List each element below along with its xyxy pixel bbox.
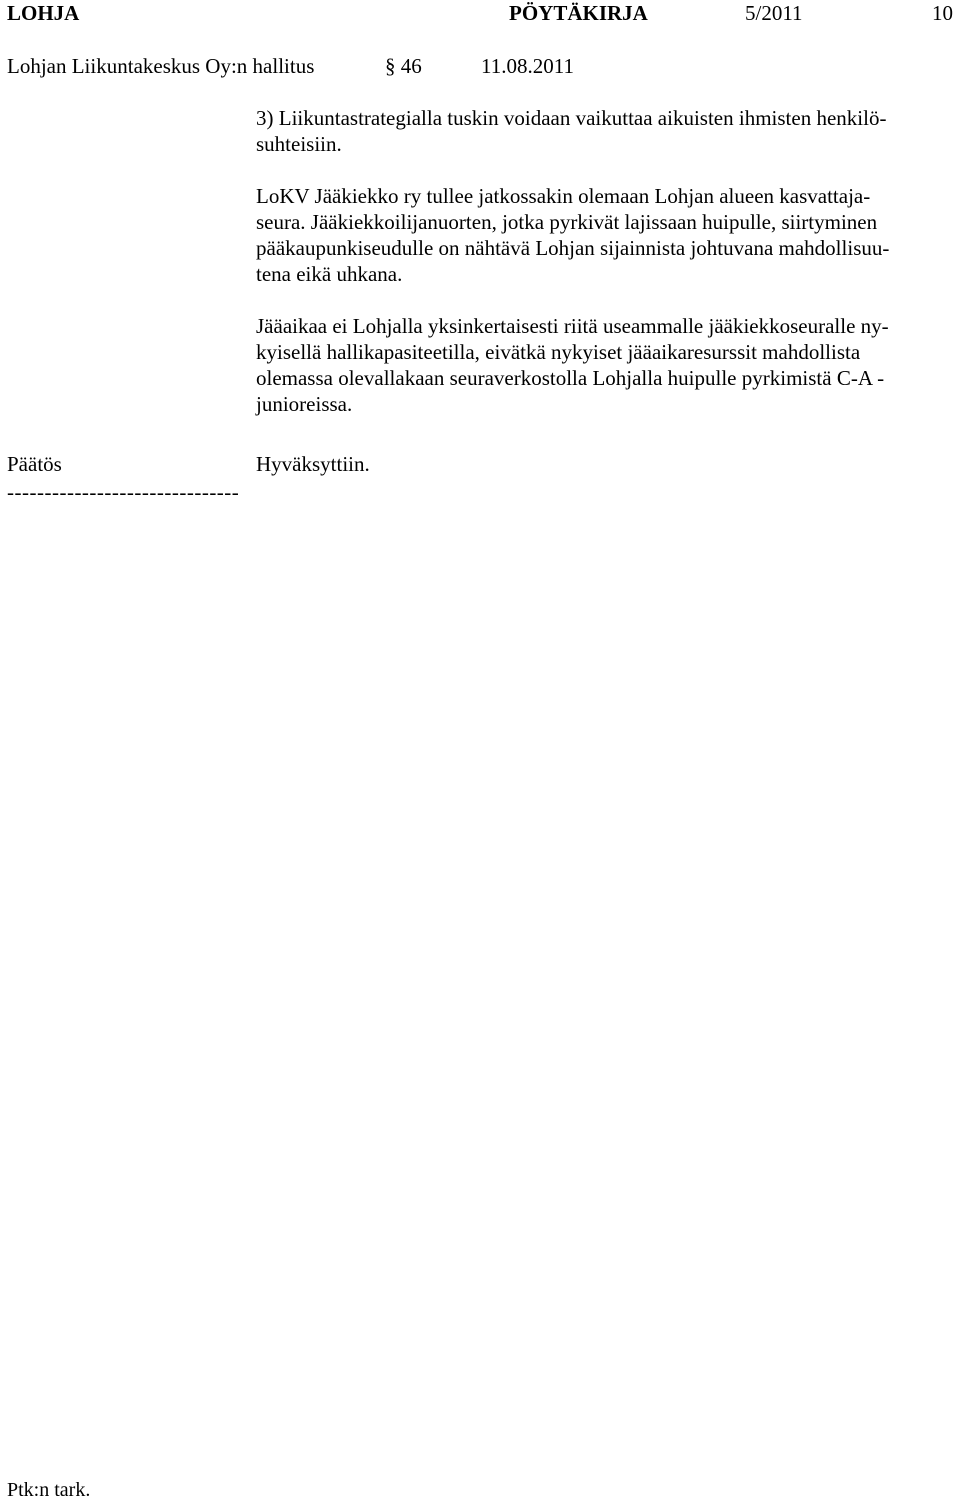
meeting-date: 11.08.2011 [481,54,574,78]
organization-name: LOHJA [7,1,80,25]
paragraph-line: suhteisiin. [256,132,342,156]
paragraph-ice-time [256,313,956,417]
meeting-number: 5/2011 [745,1,803,25]
paragraph-line: kyisellä hallikapasiteetilla, eivätkä nykyiset jääaikaresurssit mahdollista [256,340,861,364]
decision-divider: ------------------------------- [7,480,240,504]
page-number: 10 [932,1,953,25]
document-type: PÖYTÄKIRJA [509,1,648,25]
paragraph-strategy [256,105,956,157]
paragraph-hockey-club [256,183,956,287]
decision-text: Hyväksyttiin. [256,452,370,476]
paragraph-line: olemassa olevallakaan seuraverkostolla Lohjalla huipulle pyrkimistä C-A - [256,366,885,390]
paragraph-line: Jääaikaa ei Lohjalla yksinkertaisesti riitä useammalle jääkiekkoseuralle ny- [256,314,889,338]
paragraph-line: junioreissa. [256,392,353,416]
section-number: § 46 [385,54,422,78]
paragraph-line: pääkaupunkiseudulle on nähtävä Lohjan sijainnista johtuvana mahdollisuu- [256,236,890,260]
decision-label: Päätös [7,452,62,476]
paragraph-line: 3) Liikuntastrategialla tuskin voidaan vaikuttaa aikuisten ihmisten henkilö- [256,106,887,130]
paragraph-line: LoKV Jääkiekko ry tullee jatkossakin olemaan Lohjan alueen kasvattaja- [256,184,871,208]
board-name: Lohjan Liikuntakeskus Oy:n hallitus [7,54,315,78]
paragraph-line: seura. Jääkiekkoilijanuorten, jotka pyrkivät lajissaan huipulle, siirtyminen [256,210,878,234]
paragraph-line: tena eikä uhkana. [256,262,403,286]
footer-checker-label: Ptk:n tark. [7,1479,91,1501]
